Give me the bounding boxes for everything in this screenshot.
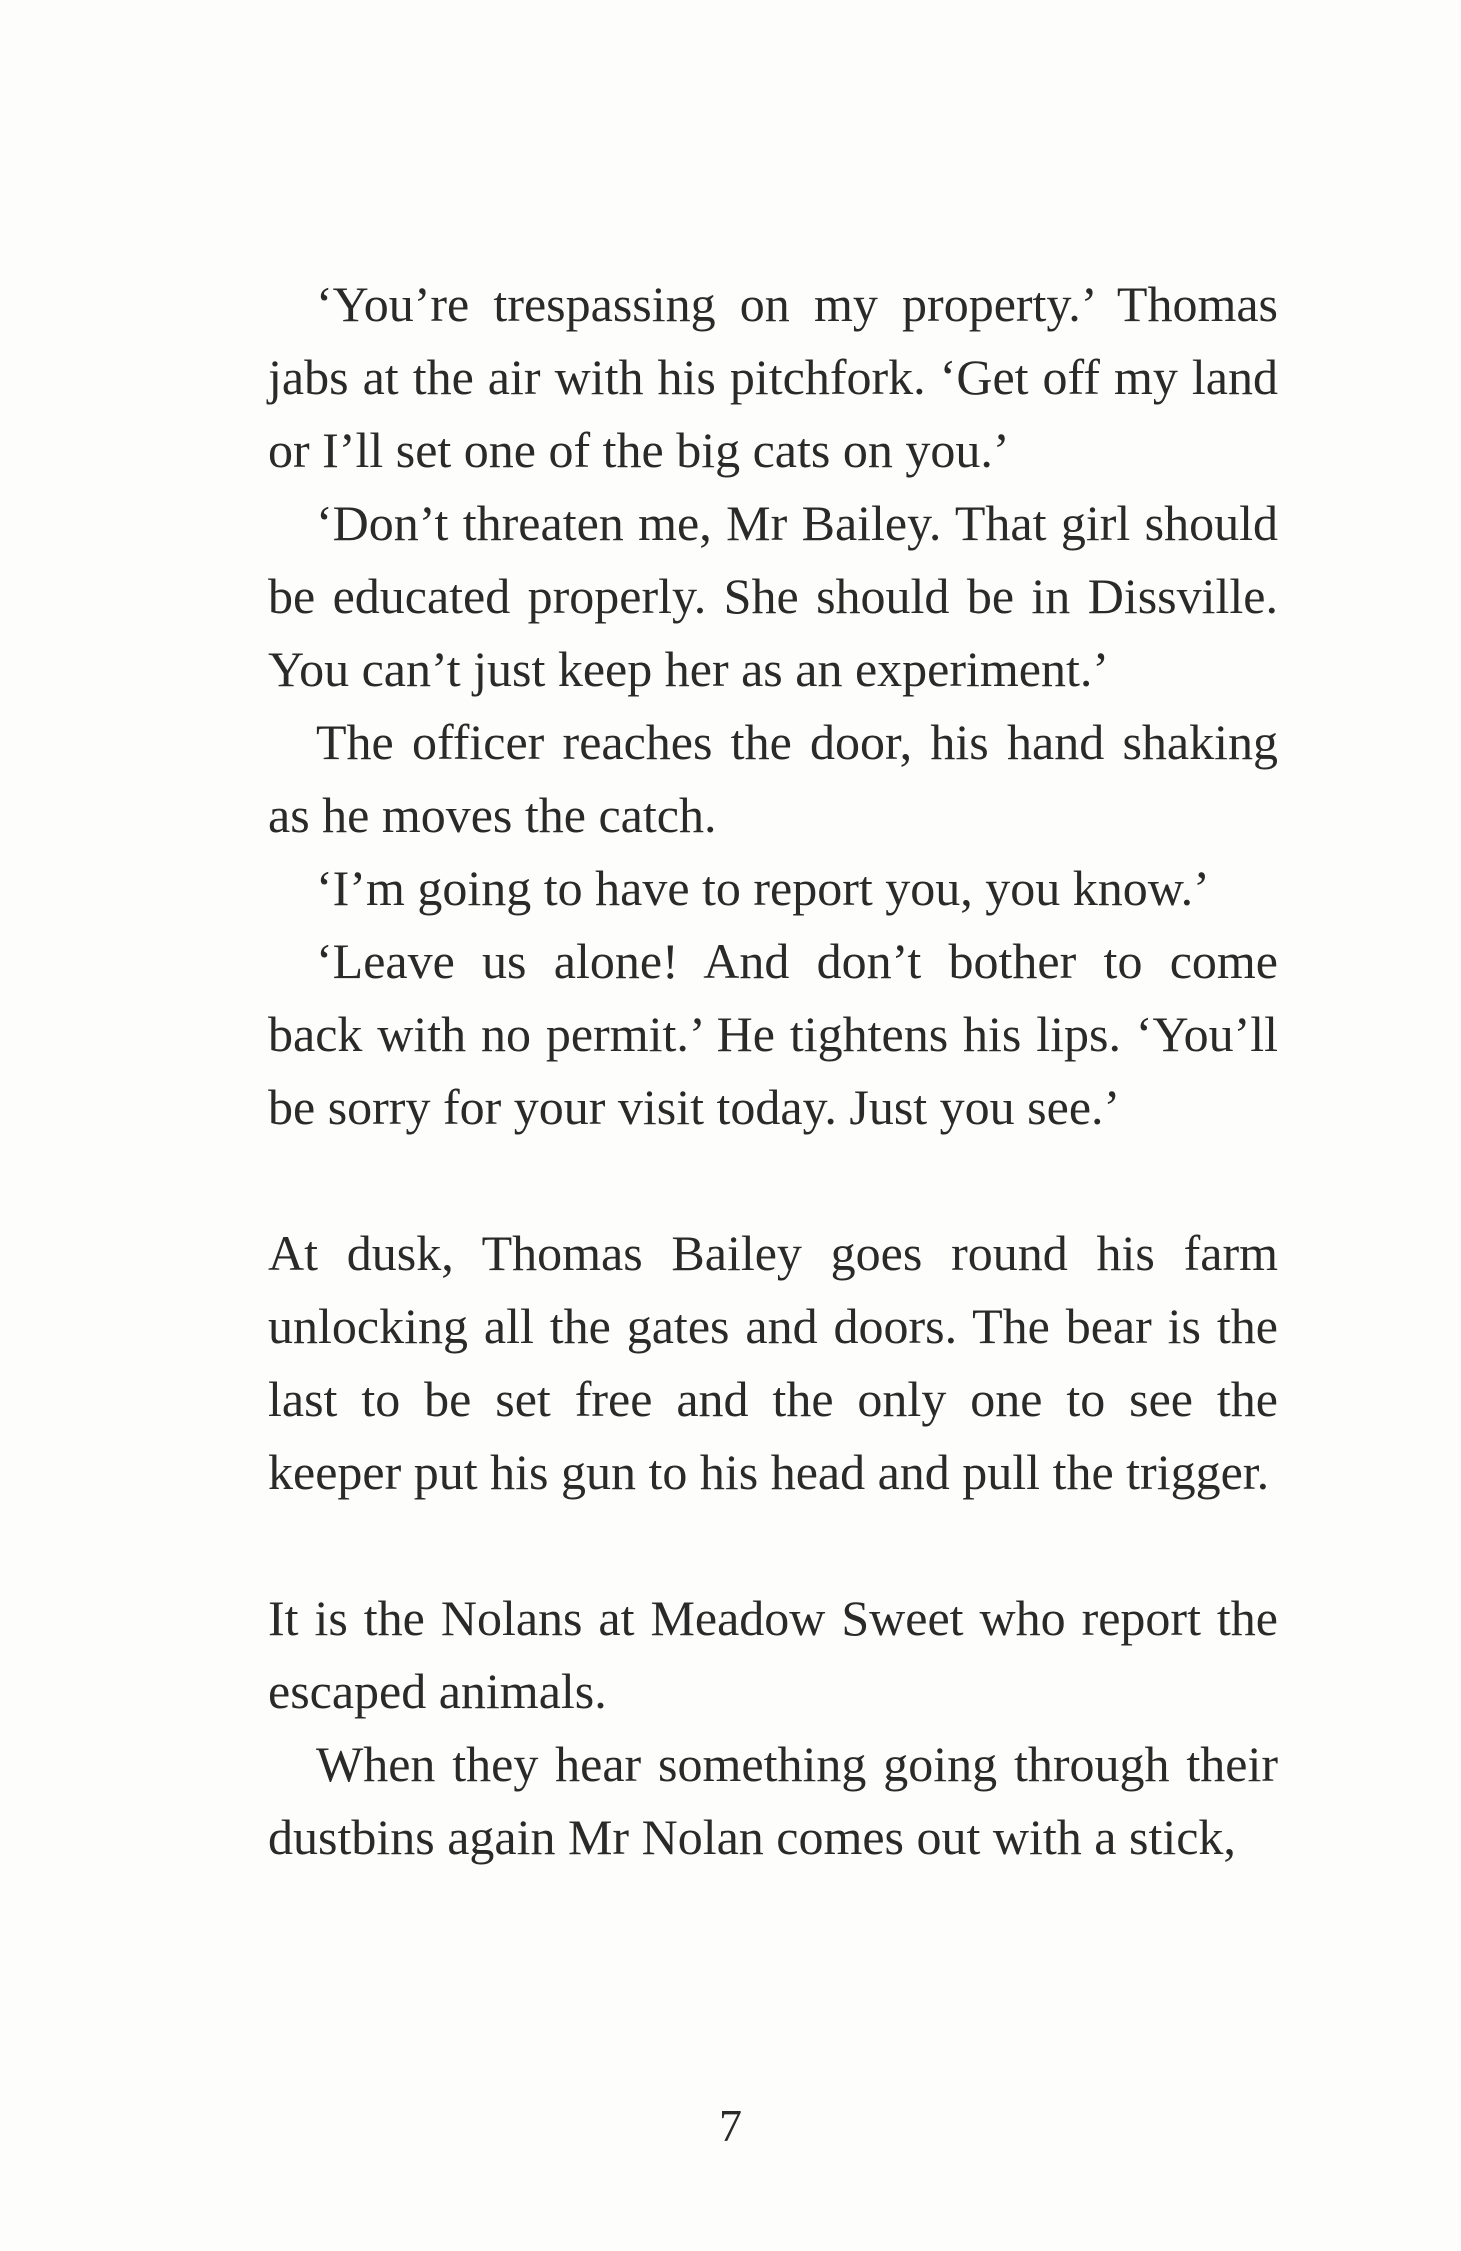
paragraph: It is the Nolans at Meadow Sweet who report the escaped animals. bbox=[268, 1590, 1278, 1719]
paragraph: ‘Don’t threaten me, Mr Bailey. That girl should be educated properly. She should be in Dissville. You can’t just keep her as an experiment.’ bbox=[268, 495, 1278, 697]
body-text bbox=[268, 268, 1278, 1874]
paragraph: ‘I’m going to have to report you, you know.’ bbox=[316, 860, 1210, 916]
paragraph: The officer reaches the door, his hand shaking as he moves the catch. bbox=[268, 714, 1278, 843]
paragraph: At dusk, Thomas Bailey goes round his farm unlocking all the gates and doors. The bear is the last to be set free and the only one to see the keeper put his gun to his head and pull the trigger. bbox=[268, 1225, 1278, 1500]
paragraph: When they hear something going through their dustbins again Mr Nolan comes out with a stick, bbox=[268, 1736, 1278, 1865]
page-number: 7 bbox=[719, 2100, 742, 2151]
paragraph: ‘Leave us alone! And don’t bother to come back with no permit.’ He tightens his lips. ‘You’ll be sorry for your visit today. Just you see.’ bbox=[268, 933, 1278, 1135]
paragraph: ‘You’re trespassing on my property.’ Thomas jabs at the air with his pitchfork. ‘Get off my land or I’ll set one of the big cats on you.’ bbox=[268, 276, 1278, 478]
